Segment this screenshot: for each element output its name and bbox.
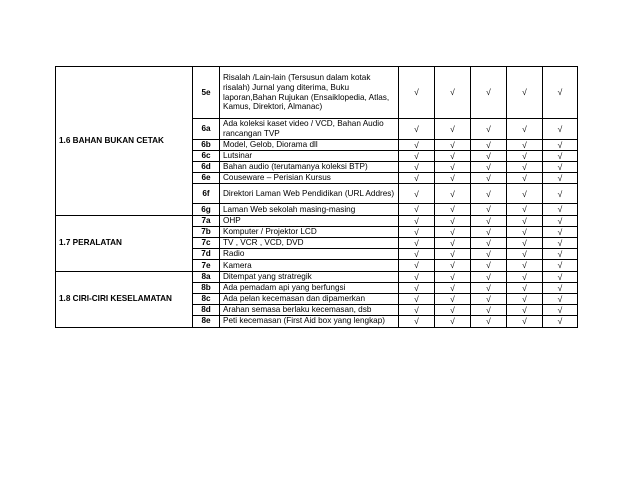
item-code: 7c <box>193 238 220 249</box>
check-mark: √ <box>399 238 435 249</box>
item-description: Arahan semasa berlaku kecemasan, dsb <box>220 305 399 316</box>
check-mark: √ <box>543 260 578 271</box>
item-code: 8d <box>193 305 220 316</box>
checklist-body <box>56 67 578 328</box>
check-mark: √ <box>399 226 435 237</box>
check-mark: √ <box>507 293 543 304</box>
check-mark: √ <box>543 215 578 226</box>
check-mark: √ <box>507 215 543 226</box>
check-mark: √ <box>507 271 543 282</box>
check-mark: √ <box>471 226 507 237</box>
check-mark: √ <box>435 249 471 260</box>
check-mark: √ <box>399 316 435 327</box>
check-mark: √ <box>435 139 471 150</box>
check-mark: √ <box>471 260 507 271</box>
check-mark: √ <box>543 184 578 204</box>
table-row <box>56 67 578 119</box>
item-description: Lutsinar <box>220 150 399 161</box>
check-mark: √ <box>507 119 543 140</box>
check-mark: √ <box>435 238 471 249</box>
check-mark: √ <box>435 184 471 204</box>
item-code: 6c <box>193 150 220 161</box>
check-mark: √ <box>399 204 435 215</box>
check-mark: √ <box>471 67 507 119</box>
item-code: 6g <box>193 204 220 215</box>
check-mark: √ <box>399 282 435 293</box>
item-description: Ditempat yang stratregik <box>220 271 399 282</box>
check-mark: √ <box>507 139 543 150</box>
check-mark: √ <box>399 184 435 204</box>
check-mark: √ <box>507 305 543 316</box>
check-mark: √ <box>399 139 435 150</box>
item-description: Komputer / Projektor LCD <box>220 226 399 237</box>
check-mark: √ <box>435 215 471 226</box>
item-description: Ada koleksi kaset video / VCD, Bahan Audio rancangan TVP <box>220 119 399 140</box>
item-description: Laman Web sekolah masing-masing <box>220 204 399 215</box>
check-mark: √ <box>543 204 578 215</box>
item-code: 6b <box>193 139 220 150</box>
check-mark: √ <box>507 249 543 260</box>
check-mark: √ <box>399 119 435 140</box>
check-mark: √ <box>543 316 578 327</box>
item-description: TV , VCR , VCD, DVD <box>220 238 399 249</box>
section-title: 1.7 PERALATAN <box>56 215 193 271</box>
item-code: 8e <box>193 316 220 327</box>
check-mark: √ <box>507 282 543 293</box>
item-code: 8c <box>193 293 220 304</box>
check-mark: √ <box>471 305 507 316</box>
check-mark: √ <box>507 204 543 215</box>
checklist-table <box>55 66 578 328</box>
check-mark: √ <box>471 271 507 282</box>
check-mark: √ <box>399 293 435 304</box>
item-code: 6a <box>193 119 220 140</box>
check-mark: √ <box>471 293 507 304</box>
check-mark: √ <box>435 316 471 327</box>
check-mark: √ <box>435 226 471 237</box>
item-description: Ada pelan kecemasan dan dipamerkan <box>220 293 399 304</box>
section-title: 1.8 CIRI-CIRI KESELAMATAN <box>56 271 193 327</box>
check-mark: √ <box>435 293 471 304</box>
check-mark: √ <box>543 305 578 316</box>
check-mark: √ <box>399 305 435 316</box>
check-mark: √ <box>399 150 435 161</box>
item-description: Couseware – Perisian Kursus <box>220 173 399 184</box>
check-mark: √ <box>543 67 578 119</box>
item-description: Model, Gelob, Diorama dll <box>220 139 399 150</box>
item-code: 8b <box>193 282 220 293</box>
check-mark: √ <box>471 139 507 150</box>
item-description: Risalah /Lain-lain (Tersusun dalam kotak risalah) Jurnal yang diterima, Buku laporan,Bahan Rujukan (Ensaiklopedia, Atlas, Kamus, Direktori, Almanac) <box>220 67 399 119</box>
item-description: Ada pemadam api yang berfungsi <box>220 282 399 293</box>
check-mark: √ <box>435 204 471 215</box>
check-mark: √ <box>399 215 435 226</box>
item-description: Kamera <box>220 260 399 271</box>
item-description: OHP <box>220 215 399 226</box>
check-mark: √ <box>507 67 543 119</box>
check-mark: √ <box>435 271 471 282</box>
check-mark: √ <box>471 282 507 293</box>
check-mark: √ <box>507 173 543 184</box>
check-mark: √ <box>471 204 507 215</box>
check-mark: √ <box>543 238 578 249</box>
item-description: Bahan audio (terutamanya koleksi BTP) <box>220 162 399 173</box>
item-code: 5e <box>193 67 220 119</box>
item-code: 8a <box>193 271 220 282</box>
check-mark: √ <box>399 173 435 184</box>
check-mark: √ <box>543 119 578 140</box>
check-mark: √ <box>435 173 471 184</box>
item-code: 7b <box>193 226 220 237</box>
check-mark: √ <box>543 139 578 150</box>
check-mark: √ <box>507 184 543 204</box>
check-mark: √ <box>507 162 543 173</box>
table-row <box>56 215 578 226</box>
check-mark: √ <box>399 249 435 260</box>
check-mark: √ <box>471 162 507 173</box>
section-title: 1.6 BAHAN BUKAN CETAK <box>56 67 193 216</box>
check-mark: √ <box>471 173 507 184</box>
check-mark: √ <box>543 226 578 237</box>
check-mark: √ <box>507 316 543 327</box>
check-mark: √ <box>471 119 507 140</box>
check-mark: √ <box>435 119 471 140</box>
check-mark: √ <box>543 282 578 293</box>
check-mark: √ <box>471 215 507 226</box>
item-code: 6e <box>193 173 220 184</box>
check-mark: √ <box>471 150 507 161</box>
item-code: 6d <box>193 162 220 173</box>
check-mark: √ <box>543 162 578 173</box>
check-mark: √ <box>507 150 543 161</box>
check-mark: √ <box>543 293 578 304</box>
item-description: Direktori Laman Web Pendidikan (URL Addres) <box>220 184 399 204</box>
check-mark: √ <box>399 271 435 282</box>
check-mark: √ <box>435 305 471 316</box>
check-mark: √ <box>435 150 471 161</box>
check-mark: √ <box>435 162 471 173</box>
check-mark: √ <box>471 249 507 260</box>
check-mark: √ <box>543 150 578 161</box>
check-mark: √ <box>543 271 578 282</box>
item-code: 7a <box>193 215 220 226</box>
check-mark: √ <box>507 226 543 237</box>
check-mark: √ <box>471 316 507 327</box>
check-mark: √ <box>543 249 578 260</box>
check-mark: √ <box>399 260 435 271</box>
item-code: 6f <box>193 184 220 204</box>
item-description: Radio <box>220 249 399 260</box>
item-code: 7e <box>193 260 220 271</box>
check-mark: √ <box>543 173 578 184</box>
table-row <box>56 271 578 282</box>
item-code: 7d <box>193 249 220 260</box>
check-mark: √ <box>435 67 471 119</box>
check-mark: √ <box>471 184 507 204</box>
check-mark: √ <box>399 67 435 119</box>
check-mark: √ <box>507 238 543 249</box>
item-description: Peti kecemasan (First Aid box yang lengkap) <box>220 316 399 327</box>
check-mark: √ <box>471 238 507 249</box>
check-mark: √ <box>435 260 471 271</box>
check-mark: √ <box>399 162 435 173</box>
check-mark: √ <box>507 260 543 271</box>
check-mark: √ <box>435 282 471 293</box>
